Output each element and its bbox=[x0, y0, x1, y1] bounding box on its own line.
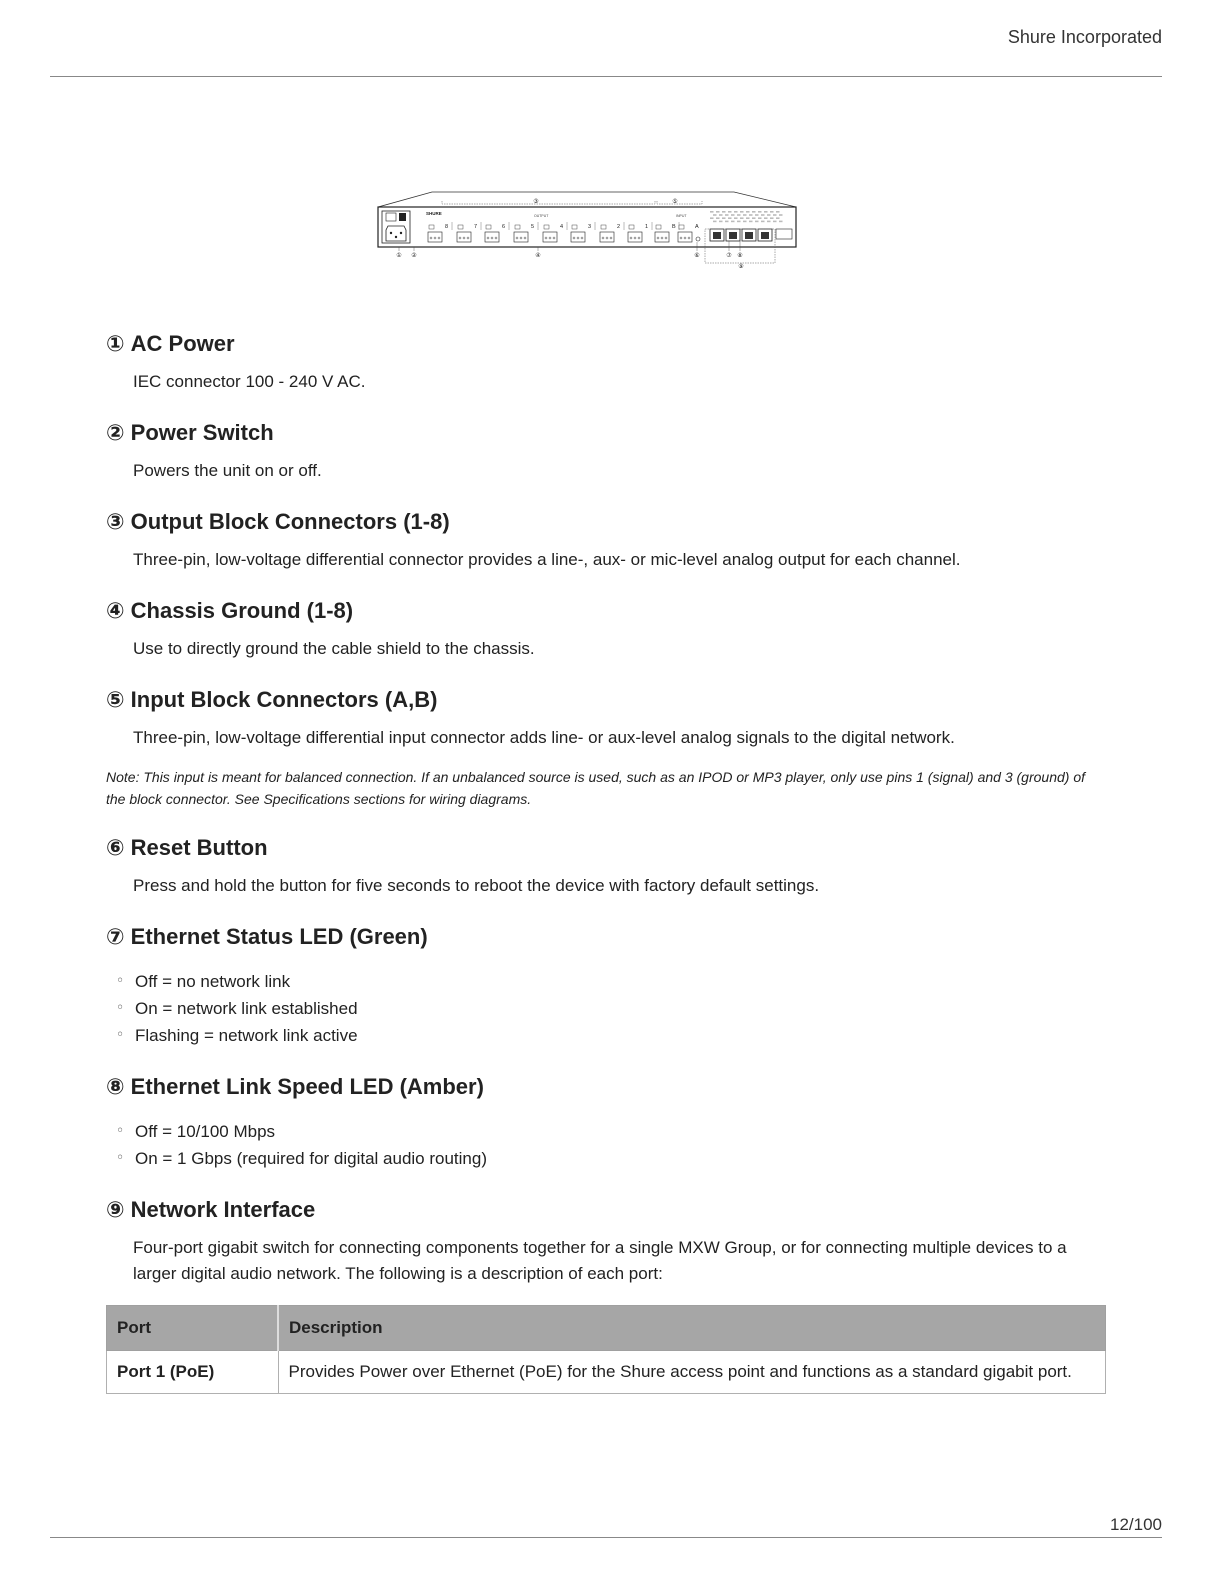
callout-number: ③ bbox=[106, 510, 125, 535]
callout-number: ⑥ bbox=[106, 836, 125, 861]
link-speed-led-list bbox=[106, 1118, 1106, 1172]
section-title: Ethernet Link Speed LED (Amber) bbox=[130, 1074, 484, 1099]
figure-callout: ⑧ bbox=[737, 252, 743, 259]
section-network-interface bbox=[106, 1194, 1106, 1287]
callout-number: ⑦ bbox=[106, 925, 125, 950]
footer-divider bbox=[50, 1537, 1162, 1538]
section-ethernet-link-speed-led bbox=[106, 1071, 1106, 1172]
callout-number: ⑤ bbox=[106, 688, 125, 713]
section-note: Note: This input is meant for balanced connection. If an unbalanced source is used, such as an IPOD or MP3 player, only use pins 1 (signal) and 3 (ground) of the block connector. See Specifications sections for wiring diagrams. bbox=[106, 769, 1085, 807]
document-body bbox=[106, 328, 1106, 1394]
panel-brand-label: SHURE bbox=[426, 211, 442, 216]
section-title: Chassis Ground (1-8) bbox=[130, 598, 354, 623]
section-ac-power bbox=[106, 328, 1106, 395]
column-header-description: Description bbox=[278, 1306, 1106, 1351]
section-title: Output Block Connectors (1-8) bbox=[130, 509, 450, 534]
channel-label: B bbox=[672, 224, 676, 230]
list-item: ◦ Flashing = network link active bbox=[116, 1022, 1106, 1049]
list-item: ◦ Off = 10/100 Mbps bbox=[116, 1118, 1106, 1145]
figure-callout: ① bbox=[396, 252, 402, 259]
device-rear-panel-figure bbox=[372, 189, 802, 273]
panel-output-label: OUTPUT bbox=[534, 214, 549, 218]
section-power-switch bbox=[106, 417, 1106, 484]
section-description: Three-pin, low-voltage differential input connector adds line- or aux-level analog signals to the digital network. bbox=[133, 728, 955, 747]
channel-label: 2 bbox=[617, 224, 621, 230]
header-company-name: Shure Incorporated bbox=[1007, 27, 1162, 47]
figure-callout: ⑦ bbox=[726, 252, 732, 259]
column-header-port: Port bbox=[107, 1306, 279, 1351]
callout-number: ① bbox=[106, 332, 125, 357]
section-title: AC Power bbox=[130, 331, 235, 356]
list-item: ◦ On = network link established bbox=[116, 995, 1106, 1022]
figure-callout: ② bbox=[411, 252, 417, 259]
section-title: Power Switch bbox=[130, 420, 274, 445]
panel-input-label: INPUT bbox=[676, 214, 687, 218]
network-ports bbox=[710, 229, 792, 241]
section-title: Input Block Connectors (A,B) bbox=[130, 687, 438, 712]
channel-label: 8 bbox=[445, 224, 449, 230]
channel-label: 4 bbox=[560, 224, 564, 230]
figure-callout: ⑤ bbox=[672, 198, 678, 205]
callout-number: ⑧ bbox=[106, 1075, 125, 1100]
callout-number: ④ bbox=[106, 599, 125, 624]
figure-callout: ③ bbox=[533, 198, 539, 205]
section-output-block-connectors bbox=[106, 506, 1106, 573]
section-title: Network Interface bbox=[130, 1197, 316, 1222]
port-name-cell: Port 1 (PoE) bbox=[107, 1351, 279, 1394]
status-led-list bbox=[106, 968, 1106, 1049]
section-reset-button bbox=[106, 832, 1106, 899]
section-description: Use to directly ground the cable shield to the chassis. bbox=[133, 639, 535, 658]
port-table bbox=[106, 1305, 1106, 1394]
section-chassis-ground bbox=[106, 595, 1106, 662]
section-description: Powers the unit on or off. bbox=[133, 461, 322, 480]
table-row bbox=[107, 1351, 1106, 1394]
figure-callout: ④ bbox=[535, 252, 541, 259]
section-description: Three-pin, low-voltage differential connector provides a line-, aux- or mic-level analog output for each channel. bbox=[133, 550, 961, 569]
page-number: 12/100 bbox=[1110, 1515, 1162, 1534]
callout-number: ⑨ bbox=[106, 1198, 125, 1223]
list-item: ◦ On = 1 Gbps (required for digital audio routing) bbox=[116, 1145, 1106, 1172]
table-header-row bbox=[107, 1306, 1106, 1351]
channel-label: 3 bbox=[588, 224, 592, 230]
channel-label: 7 bbox=[474, 224, 478, 230]
channel-label: A bbox=[695, 224, 699, 230]
section-title: Ethernet Status LED (Green) bbox=[130, 924, 428, 949]
section-ethernet-status-led bbox=[106, 921, 1106, 1049]
section-description: Press and hold the button for five seconds to reboot the device with factory default settings. bbox=[133, 876, 820, 895]
section-title: Reset Button bbox=[130, 835, 268, 860]
figure-callout: ⑨ bbox=[738, 263, 744, 270]
channel-label: 6 bbox=[502, 224, 506, 230]
port-description-cell: Provides Power over Ethernet (PoE) for the Shure access point and functions as a standard gigabit port. bbox=[278, 1351, 1106, 1394]
channel-label: 5 bbox=[531, 224, 535, 230]
section-description: Four-port gigabit switch for connecting components together for a single MXW Group, or for connecting multiple devices to a larger digital audio network. The following is a description of each port: bbox=[133, 1238, 1067, 1283]
callout-number: ② bbox=[106, 421, 125, 446]
section-input-block-connectors bbox=[106, 684, 1106, 810]
section-description: IEC connector 100 - 240 V AC. bbox=[133, 372, 366, 391]
header-divider bbox=[50, 76, 1162, 77]
channel-label: 1 bbox=[645, 224, 649, 230]
list-item: ◦ Off = no network link bbox=[116, 968, 1106, 995]
figure-callout: ⑥ bbox=[694, 252, 700, 259]
